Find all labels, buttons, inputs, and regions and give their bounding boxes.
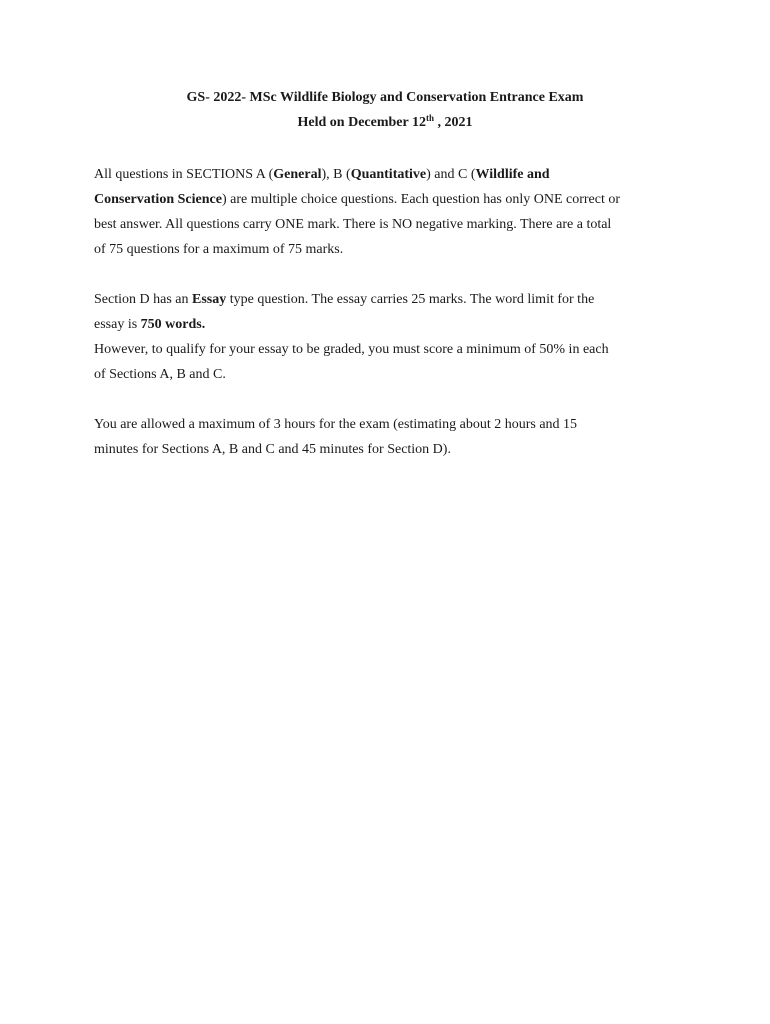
text-run: ), B ( — [321, 167, 351, 182]
paragraph-line: You are allowed a maximum of 3 hours for the exam (estimating about 2 hours and 15 — [94, 417, 578, 432]
exam-date — [0, 115, 770, 131]
text-run: All questions in SECTIONS A ( — [94, 167, 274, 182]
time-allowance-paragraph — [94, 412, 694, 462]
section-c-name-part1: Wildlife and — [475, 167, 550, 182]
section-a-name: General — [273, 167, 322, 182]
exam-date-ordinal: th — [425, 113, 434, 123]
text-run: ) are multiple choice questions. Each question has only ONE correct or — [221, 192, 621, 207]
text-run: type question. The essay carries 25 marks. The word limit for the — [226, 292, 595, 307]
paragraph-line: of 75 questions for a maximum of 75 marks. — [94, 242, 344, 257]
paragraph-line — [94, 312, 694, 337]
exam-date-suffix: , 2021 — [433, 115, 473, 130]
text-run: ) and C ( — [426, 167, 476, 182]
sections-abc-paragraph — [94, 162, 694, 262]
paragraph-line — [94, 162, 694, 187]
essay-label: Essay — [191, 292, 227, 307]
section-c-name-part2: Conservation Science — [94, 192, 222, 207]
paragraph-line: of Sections A, B and C. — [94, 367, 226, 382]
paragraph-line: minutes for Sections A, B and C and 45 minutes for Section D). — [94, 442, 451, 457]
paragraph-line: However, to qualify for your essay to be graded, you must score a minimum of 50% in each — [94, 342, 609, 357]
text-run: essay is — [94, 317, 141, 332]
section-d-paragraph — [94, 287, 694, 387]
word-limit: 750 words. — [140, 317, 206, 332]
paragraph-line — [94, 187, 694, 212]
text-run: Section D has an — [94, 292, 192, 307]
exam-title: GS- 2022- MSc Wildlife Biology and Conservation Entrance Exam — [186, 90, 584, 105]
paragraph-line — [94, 287, 694, 312]
section-b-name: Quantitative — [350, 167, 427, 182]
exam-date-prefix: Held on December 12 — [297, 115, 426, 130]
paragraph-line: best answer. All questions carry ONE mark. There is NO negative marking. There are a total — [94, 217, 612, 232]
